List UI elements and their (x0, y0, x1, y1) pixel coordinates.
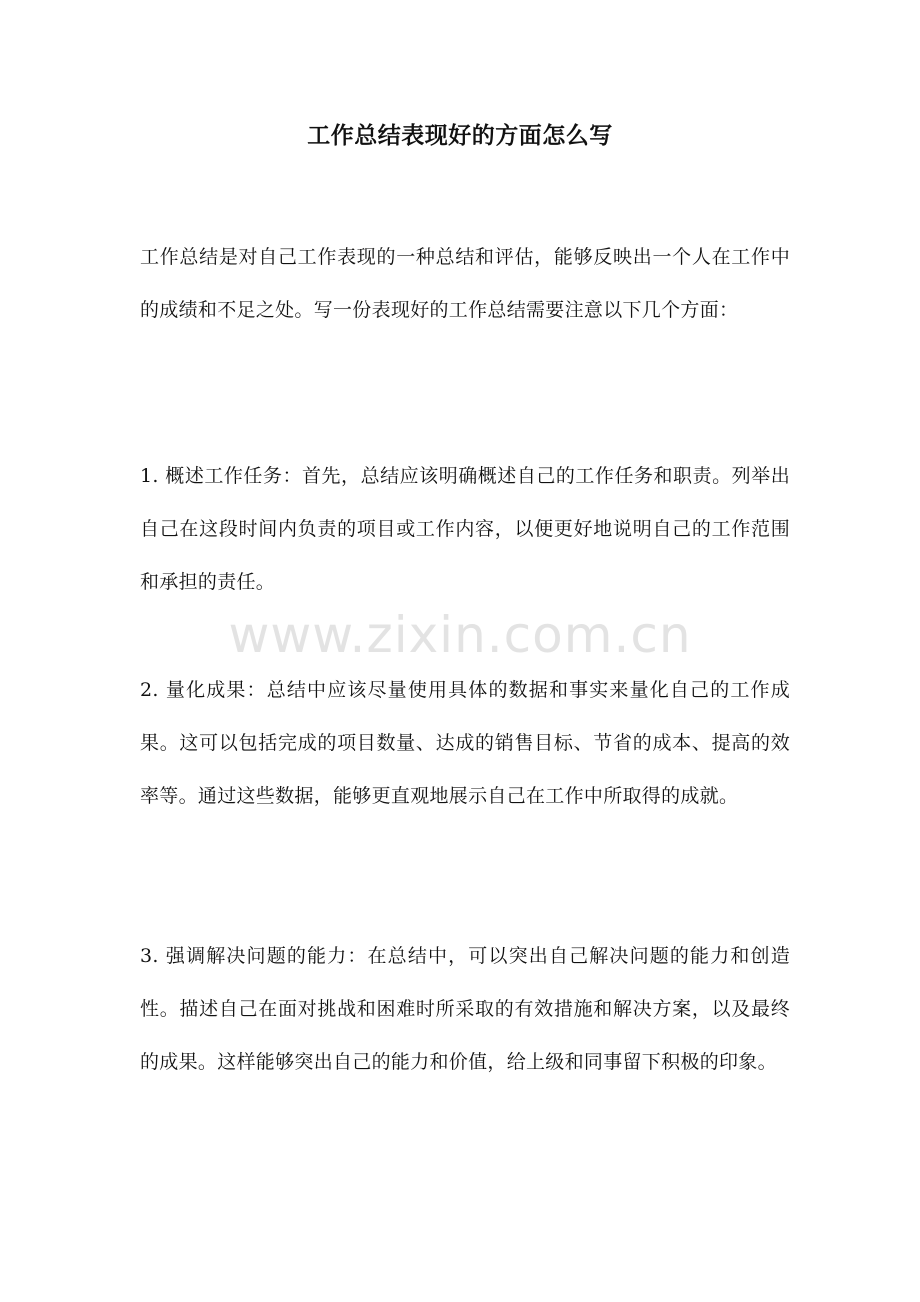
point-paragraph-3: 3. 强调解决问题的能力：在总结中，可以突出自己解决问题的能力和创造性。描述自己在面对挑战和困难时所采取的有效措施和解决方案，以及最终的成果。这样能够突出自己的能力和价值，给上级和同事留下积极的印象。 (140, 945, 790, 1073)
point-paragraph-1: 1. 概述工作任务：首先，总结应该明确概述自己的工作任务和职责。列举出自己在这段时间内负责的项目或工作内容，以便更好地说明自己的工作范围和承担的责任。 (140, 465, 790, 593)
watermark-text: www.zixin.com.cn (228, 606, 692, 664)
intro-paragraph: 工作总结是对自己工作表现的一种总结和评估，能够反映出一个人在工作中的成绩和不足之处。写一份表现好的工作总结需要注意以下几个方面： (140, 246, 790, 321)
point-paragraph-2: 2. 量化成果：总结中应该尽量使用具体的数据和事实来量化自己的工作成果。这可以包括完成的项目数量、达成的销售目标、节省的成本、提高的效率等。通过这些数据，能够更直观地展示自己在工作中所取得的成就。 (140, 679, 790, 807)
document-title: 工作总结表现好的方面怎么写 (307, 122, 613, 149)
